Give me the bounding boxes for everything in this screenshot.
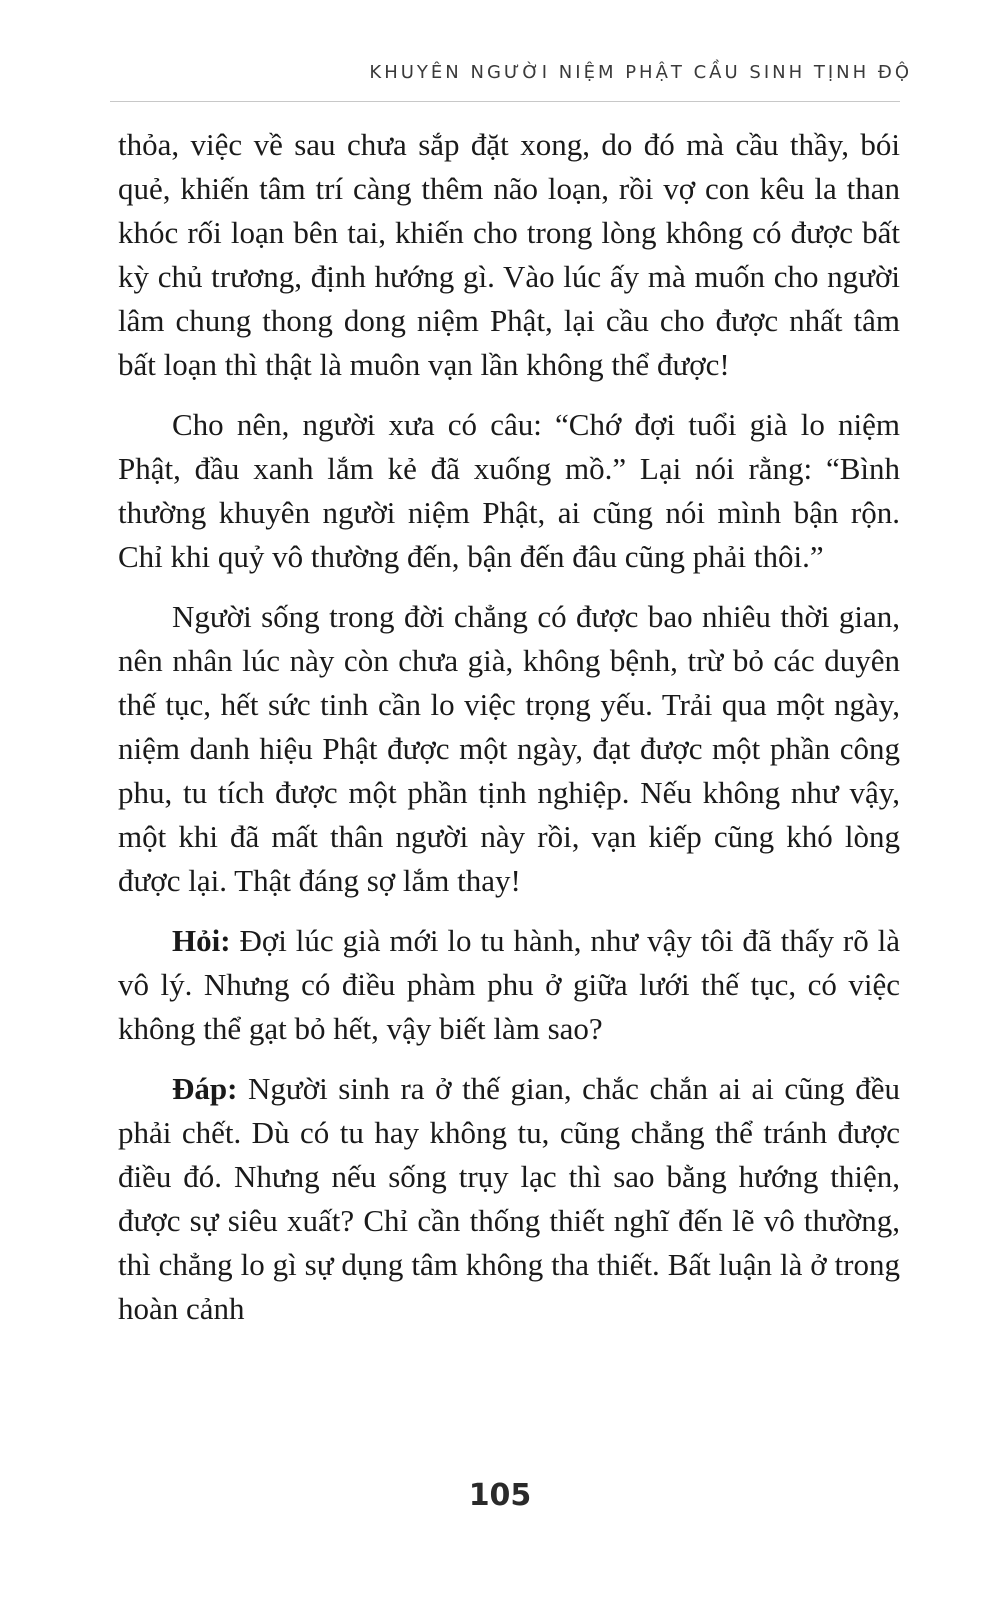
page-number: 105 [468,1478,532,1513]
paragraph-quote: Cho nên, người xưa có câu: “Chớ đợi tuổi già lo niệm Phật, đầu xanh lắm kẻ đã xuống mồ.” Lại nói rằng: “Bình thường khuyên người niệm Phật, ai cũng nói mình bận rộn. Chỉ khi quỷ vô thường đến, bận đến đâu cũng phải thôi.” [118,407,900,574]
paragraph-life: Người sống trong đời chẳng có được bao nhiêu thời gian, nên nhân lúc này còn chưa già, không bệnh, trừ bỏ các duyên thế tục, hết sức tinh cần lo việc trọng yếu. Trải qua một ngày, niệm danh hiệu Phật được một ngày, đạt được một phần công phu, tu tích được một phần tịnh nghiệp. Nếu không như vậy, một khi đã mất thân người này rồi, vạn kiếp cũng khó lòng được lại. Thật đáng sợ lắm thay! [118,599,900,898]
paragraph-continuation: thỏa, việc về sau chưa sắp đặt xong, do đó mà cầu thầy, bói quẻ, khiến tâm trí càng thêm não loạn, rồi vợ con kêu la than khóc rối loạn bên tai, khiến cho trong lòng không có được bất kỳ chủ trương, định hướng gì. Vào lúc ấy mà muốn cho người lâm chung thong dong niệm Phật, lại cầu cho được nhất tâm bất loạn thì thật là muôn vạn lần không thể được! [118,127,900,382]
paragraph-answer [118,1067,900,1331]
question-label: Hỏi: [172,923,231,958]
answer-label: Đáp: [172,1071,238,1106]
header-divider [110,101,900,102]
page-body [118,123,900,1347]
paragraph-question [118,919,900,1051]
question-text: Đợi lúc già mới lo tu hành, như vậy tôi đã thấy rõ là vô lý. Nhưng có điều phàm phu ở giữa lưới thế tục, có việc không thể gạt bỏ hết, vậy biết làm sao? [118,923,900,1046]
running-header: KHUYÊN NGƯỜI NIỆM PHẬT CẦU SINH TỊNH ĐỘ [369,62,912,83]
answer-text: Người sinh ra ở thế gian, chắc chắn ai ai cũng đều phải chết. Dù có tu hay không tu, cũng chẳng thể tránh được điều đó. Nhưng nếu sống trụy lạc thì sao bằng hướng thiện, được sự siêu xuất? Chỉ cần thống thiết nghĩ đến lẽ vô thường, thì chẳng lo gì sự dụng tâm không tha thiết. Bất luận là ở trong hoàn cảnh [118,1071,900,1326]
